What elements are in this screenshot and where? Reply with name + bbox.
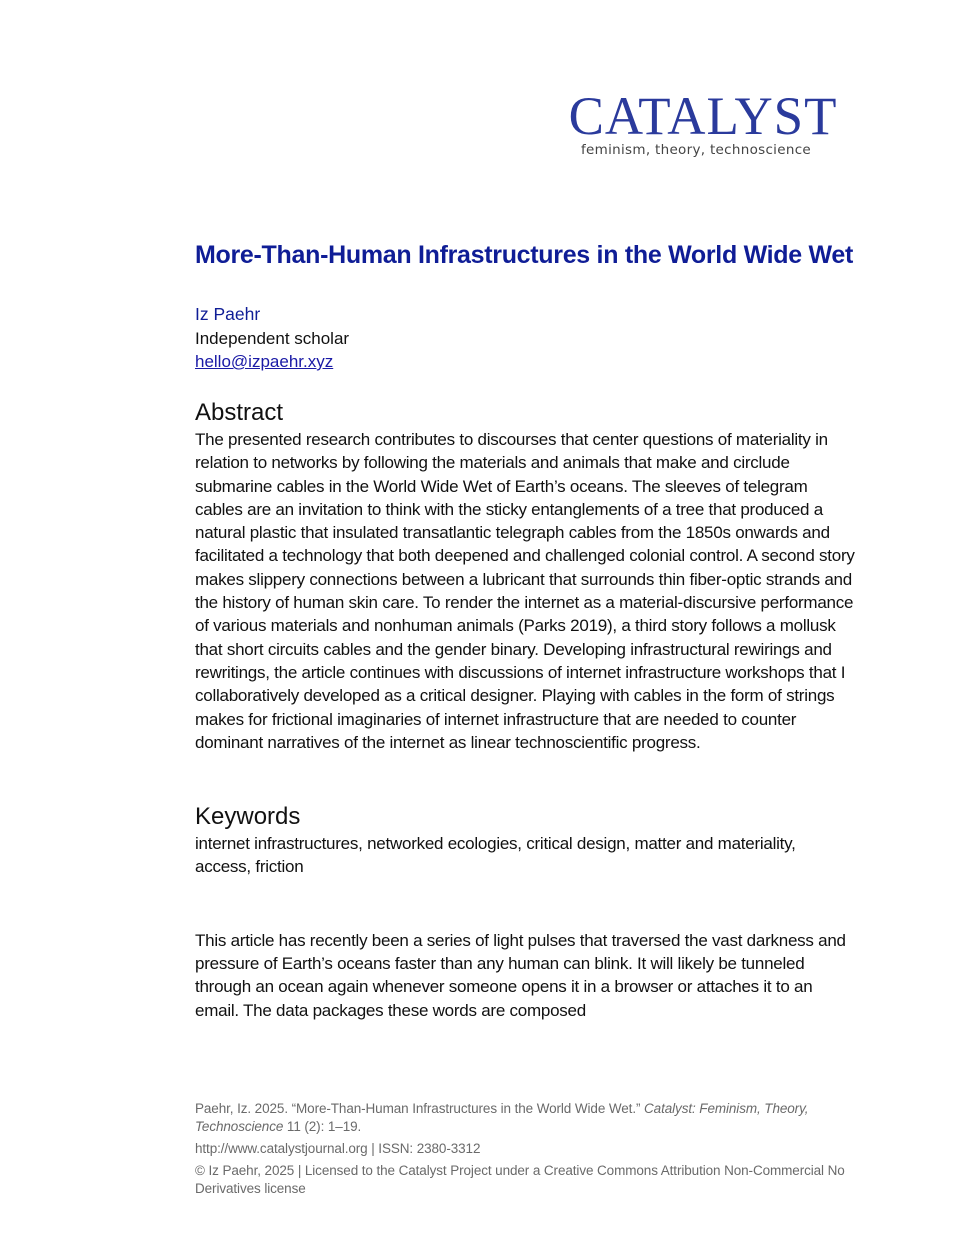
- logo-wordmark: CATALYST: [568, 86, 838, 146]
- author-affiliation: Independent scholar: [195, 329, 350, 348]
- keywords-text: internet infrastructures, networked ecologies, critical design, matter and materiality, access, friction: [195, 834, 796, 877]
- keywords-heading: Keywords: [195, 803, 301, 831]
- citation-journal: Catalyst: Feminism, Theory, Technoscience: [195, 1101, 809, 1134]
- author-name: Iz Paehr: [195, 304, 261, 324]
- citation-prefix: Paehr, Iz. 2025. “More-Than-Human Infrastructures in the World Wide Wet.”: [195, 1101, 645, 1116]
- citation: [195, 1100, 845, 1136]
- article-front-matter: [195, 238, 855, 1022]
- article-title: More-Than-Human Infrastructures in the World Wide Wet: [195, 241, 853, 269]
- page-footer: [195, 1100, 845, 1202]
- journal-url-issn: http://www.catalystjournal.org | ISSN: 2380-3312: [195, 1141, 481, 1156]
- journal-logo: [566, 86, 838, 158]
- logo-tagline: feminism, theory, technoscience: [580, 142, 812, 158]
- body-paragraph: This article has recently been a series of light pulses that traversed the vast darkness and pressure of Earth’s oceans faster than any human can blink. It will likely be tunneled through an ocean again whenever someone opens it in a browser or attaches it to an email. The data packages these words are composed: [195, 930, 846, 1020]
- citation-suffix: 11 (2): 1–19.: [283, 1119, 362, 1134]
- abstract-text: The presented research contributes to discourses that center questions of materiality in relation to networks by following the materials and animals that make and circlude submarine cables in the World Wide Wet of Earth’s oceans. The sleeves of telegram cables are an invitation to think with the sticky entanglements of a tree that produced a natural plastic that insulated transatlantic telegraph cables from the 1850s onwards and facilitated a technology that both deepened and challenged colonial control. A second story makes slippery connections between a lubricant that surrounds thin fiber-optic strands and the history of human skin care. To render the internet as a material-discursive performance of various materials and nonhuman animals (Parks 2019), a third story follows a mollusk that short circuits cables and the gender binary. Developing infrastructural rewirings and rewritings, the article continues with discussions of internet infrastructure workshops that I collaboratively developed as a critical designer. Playing with cables in the form of strings makes for frictional imaginaries of internet infrastructure that are needed to counter dominant narratives of the internet as linear technoscientific progress.: [195, 430, 855, 752]
- author-email-link[interactable]: hello@izpaehr.xyz: [195, 352, 334, 371]
- license-notice: © Iz Paehr, 2025 | Licensed to the Catalyst Project under a Creative Commons Attribution Non-Commercial No Derivatives license: [195, 1163, 845, 1196]
- abstract-heading: Abstract: [195, 399, 284, 426]
